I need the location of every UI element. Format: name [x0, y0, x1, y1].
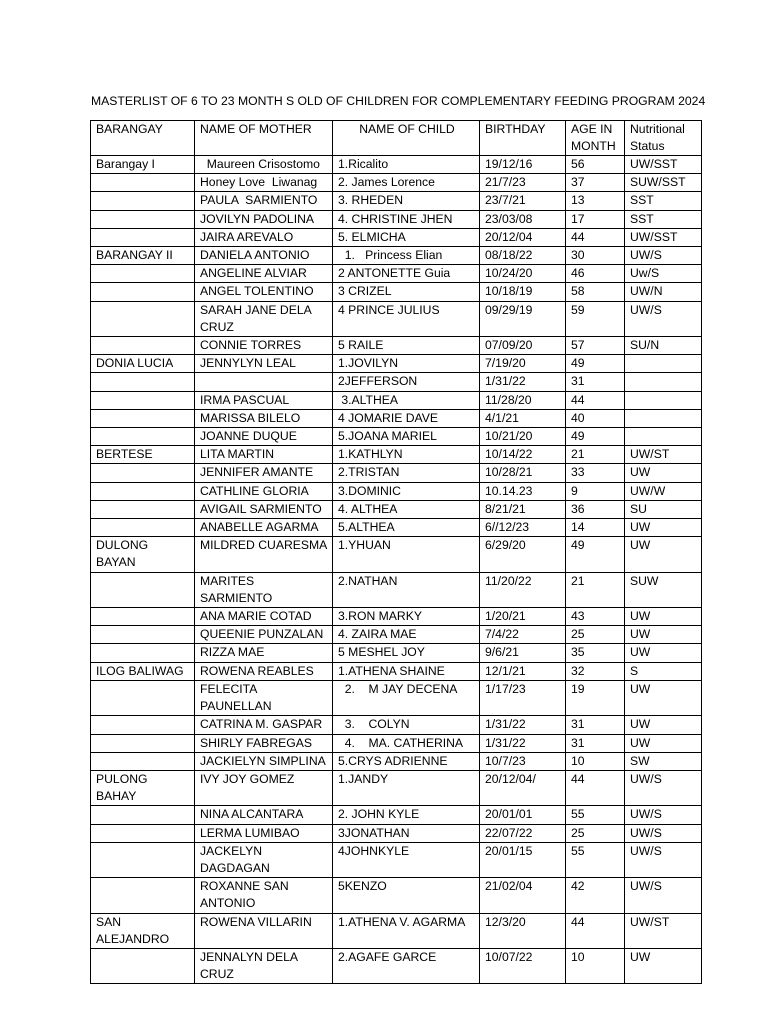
cell-child: 2.AGAFE GARCE — [333, 948, 480, 983]
cell-child: 5 RAILE — [333, 337, 480, 355]
cell-child: 5.JOANA MARIEL — [333, 428, 480, 446]
cell-child: 4. CHRISTINE JHEN — [333, 210, 480, 228]
cell-birthday: 10/21/20 — [480, 428, 566, 446]
cell-status — [625, 373, 702, 391]
cell-mother: AVIGAIL SARMIENTO — [195, 500, 333, 518]
cell-birthday: 7/4/22 — [480, 626, 566, 644]
cell-age: 55 — [566, 842, 625, 877]
cell-birthday: 4/1/21 — [480, 409, 566, 427]
cell-mother: ANA MARIE COTAD — [195, 608, 333, 626]
cell-child: 2JEFFERSON — [333, 373, 480, 391]
table-row — [91, 626, 702, 644]
cell-child: 5.CRYS ADRIENNE — [333, 752, 480, 770]
cell-mother: MARITES SARMIENTO — [195, 572, 333, 607]
cell-birthday: 12/3/20 — [480, 913, 566, 948]
cell-birthday: 1/31/22 — [480, 734, 566, 752]
cell-mother: JOVILYN PADOLINA — [195, 210, 333, 228]
cell-birthday: 10.14.23 — [480, 482, 566, 500]
cell-status: UW — [625, 537, 702, 572]
masterlist-table — [90, 120, 702, 984]
cell-barangay — [91, 174, 195, 192]
cell-mother: LERMA LUMIBAO — [195, 824, 333, 842]
table-row — [91, 283, 702, 301]
cell-age: 31 — [566, 373, 625, 391]
table-row — [91, 770, 702, 805]
header-row — [91, 121, 702, 156]
cell-status: UW/S — [625, 878, 702, 913]
cell-barangay — [91, 228, 195, 246]
cell-mother: SHIRLY FABREGAS — [195, 734, 333, 752]
header-mother: NAME OF MOTHER — [195, 121, 333, 156]
cell-child: 1.Ricalito — [333, 156, 480, 174]
table-row — [91, 913, 702, 948]
cell-birthday: 6//12/23 — [480, 519, 566, 537]
cell-age: 14 — [566, 519, 625, 537]
cell-child: 3.ALTHEA — [333, 391, 480, 409]
header-child: NAME OF CHILD — [333, 121, 480, 156]
header-barangay: BARANGAY — [91, 121, 195, 156]
cell-status: UW/S — [625, 824, 702, 842]
cell-age: 42 — [566, 878, 625, 913]
cell-age: 35 — [566, 644, 625, 662]
cell-status: UW/S — [625, 247, 702, 265]
cell-child: 2. James Lorence — [333, 174, 480, 192]
cell-child: 2.TRISTAN — [333, 464, 480, 482]
cell-child: 3. RHEDEN — [333, 192, 480, 210]
cell-status: UW — [625, 734, 702, 752]
cell-mother: ROWENA REABLES — [195, 662, 333, 680]
cell-age: 57 — [566, 337, 625, 355]
cell-barangay — [91, 948, 195, 983]
cell-mother: IVY JOY GOMEZ — [195, 770, 333, 805]
cell-mother: IRMA PASCUAL — [195, 391, 333, 409]
cell-child: 1.JOVILYN — [333, 355, 480, 373]
cell-birthday: 20/01/01 — [480, 806, 566, 824]
cell-birthday: 10/28/21 — [480, 464, 566, 482]
cell-child: 5.ALTHEA — [333, 519, 480, 537]
cell-birthday: 11/28/20 — [480, 391, 566, 409]
cell-status — [625, 409, 702, 427]
cell-age: 25 — [566, 626, 625, 644]
cell-barangay: BERTESE — [91, 446, 195, 464]
table-row — [91, 210, 702, 228]
header-birthday: BIRTHDAY — [480, 121, 566, 156]
table-row — [91, 174, 702, 192]
cell-barangay — [91, 626, 195, 644]
cell-status: UW/ST — [625, 913, 702, 948]
cell-child: 4 JOMARIE DAVE — [333, 409, 480, 427]
table-row — [91, 948, 702, 983]
table-row — [91, 734, 702, 752]
table-row — [91, 608, 702, 626]
table-row — [91, 355, 702, 373]
cell-status: S — [625, 662, 702, 680]
cell-age: 31 — [566, 734, 625, 752]
cell-barangay — [91, 464, 195, 482]
table-row — [91, 247, 702, 265]
cell-mother: CATRINA M. GASPAR — [195, 716, 333, 734]
table-row — [91, 644, 702, 662]
cell-mother: MILDRED CUARESMA — [195, 537, 333, 572]
cell-child: 3JONATHAN — [333, 824, 480, 842]
cell-barangay — [91, 192, 195, 210]
table-row — [91, 391, 702, 409]
cell-status: SUW/SST — [625, 174, 702, 192]
table-row — [91, 752, 702, 770]
cell-mother: JENNYLYN LEAL — [195, 355, 333, 373]
cell-mother: Maureen Crisostomo — [195, 156, 333, 174]
cell-birthday: 23/7/21 — [480, 192, 566, 210]
table-row — [91, 446, 702, 464]
table-row — [91, 192, 702, 210]
cell-child: 3. COLYN — [333, 716, 480, 734]
cell-birthday: 19/12/16 — [480, 156, 566, 174]
cell-child: 5. ELMICHA — [333, 228, 480, 246]
cell-mother: JACKIELYN SIMPLINA — [195, 752, 333, 770]
cell-mother: ANABELLE AGARMA — [195, 519, 333, 537]
cell-child: 4. MA. CATHERINA — [333, 734, 480, 752]
cell-child: 4 PRINCE JULIUS — [333, 301, 480, 336]
cell-barangay — [91, 716, 195, 734]
cell-barangay: DONIA LUCIA — [91, 355, 195, 373]
cell-barangay — [91, 572, 195, 607]
cell-barangay — [91, 283, 195, 301]
cell-status: UW/S — [625, 806, 702, 824]
cell-birthday: 20/01/15 — [480, 842, 566, 877]
cell-birthday: 9/6/21 — [480, 644, 566, 662]
cell-barangay — [91, 752, 195, 770]
cell-age: 44 — [566, 913, 625, 948]
cell-child: 1.YHUAN — [333, 537, 480, 572]
cell-age: 30 — [566, 247, 625, 265]
cell-mother: CATHLINE GLORIA — [195, 482, 333, 500]
cell-barangay: BARANGAY II — [91, 247, 195, 265]
cell-barangay: ILOG BALIWAG — [91, 662, 195, 680]
cell-status: UW — [625, 608, 702, 626]
cell-age: 59 — [566, 301, 625, 336]
cell-birthday: 1/17/23 — [480, 680, 566, 715]
cell-barangay — [91, 878, 195, 913]
table-row — [91, 337, 702, 355]
cell-mother: ANGEL TOLENTINO — [195, 283, 333, 301]
cell-age: 49 — [566, 428, 625, 446]
cell-status: UW/N — [625, 283, 702, 301]
cell-status: UW — [625, 519, 702, 537]
cell-status: UW/SST — [625, 156, 702, 174]
cell-age: 44 — [566, 770, 625, 805]
cell-status: UW — [625, 464, 702, 482]
cell-barangay — [91, 210, 195, 228]
cell-age: 40 — [566, 409, 625, 427]
cell-mother: LITA MARTIN — [195, 446, 333, 464]
cell-age: 43 — [566, 608, 625, 626]
cell-status: UW/S — [625, 301, 702, 336]
cell-age: 55 — [566, 806, 625, 824]
cell-birthday: 10/14/22 — [480, 446, 566, 464]
cell-status: UW — [625, 626, 702, 644]
cell-mother: ANGELINE ALVIAR — [195, 265, 333, 283]
table-row — [91, 301, 702, 336]
cell-birthday: 20/12/04/ — [480, 770, 566, 805]
cell-status: SU/N — [625, 337, 702, 355]
cell-barangay: PULONG BAHAY — [91, 770, 195, 805]
cell-age: 17 — [566, 210, 625, 228]
table-row — [91, 572, 702, 607]
cell-birthday: 11/20/22 — [480, 572, 566, 607]
cell-age: 49 — [566, 355, 625, 373]
cell-age: 44 — [566, 391, 625, 409]
table-row — [91, 519, 702, 537]
table-row — [91, 482, 702, 500]
cell-birthday: 6/29/20 — [480, 537, 566, 572]
table-row — [91, 373, 702, 391]
cell-child: 4. ALTHEA — [333, 500, 480, 518]
cell-status: Uw/S — [625, 265, 702, 283]
cell-barangay — [91, 519, 195, 537]
cell-child: 1.ATHENA V. AGARMA — [333, 913, 480, 948]
cell-mother: JOANNE DUQUE — [195, 428, 333, 446]
table-row — [91, 265, 702, 283]
cell-age: 44 — [566, 228, 625, 246]
cell-child: 3.DOMINIC — [333, 482, 480, 500]
table-row — [91, 878, 702, 913]
cell-age: 25 — [566, 824, 625, 842]
table-row — [91, 824, 702, 842]
cell-status: SU — [625, 500, 702, 518]
cell-barangay — [91, 644, 195, 662]
cell-birthday: 20/12/04 — [480, 228, 566, 246]
table-row — [91, 806, 702, 824]
cell-child: 2.NATHAN — [333, 572, 480, 607]
cell-child: 2. M JAY DECENA — [333, 680, 480, 715]
cell-mother: JAIRA AREVALO — [195, 228, 333, 246]
cell-age: 33 — [566, 464, 625, 482]
table-row — [91, 409, 702, 427]
cell-mother: PAULA SARMIENTO — [195, 192, 333, 210]
cell-status: SST — [625, 192, 702, 210]
cell-status: UW/ST — [625, 446, 702, 464]
cell-status: UW — [625, 644, 702, 662]
cell-birthday: 21/02/04 — [480, 878, 566, 913]
cell-barangay — [91, 842, 195, 877]
cell-barangay — [91, 428, 195, 446]
cell-mother: NINA ALCANTARA — [195, 806, 333, 824]
table-row — [91, 464, 702, 482]
table-row — [91, 500, 702, 518]
cell-barangay — [91, 373, 195, 391]
cell-age: 31 — [566, 716, 625, 734]
cell-mother: CONNIE TORRES — [195, 337, 333, 355]
cell-age: 21 — [566, 446, 625, 464]
cell-child: 2 ANTONETTE Guia — [333, 265, 480, 283]
cell-barangay — [91, 301, 195, 336]
cell-child: 1. Princess Elian — [333, 247, 480, 265]
cell-mother: DANIELA ANTONIO — [195, 247, 333, 265]
header-status: Nutritional Status — [625, 121, 702, 156]
cell-status: UW — [625, 680, 702, 715]
cell-mother: ROWENA VILLARIN — [195, 913, 333, 948]
cell-status: SUW — [625, 572, 702, 607]
cell-age: 58 — [566, 283, 625, 301]
cell-child: 1.ATHENA SHAINE — [333, 662, 480, 680]
cell-status: UW — [625, 716, 702, 734]
cell-age: 37 — [566, 174, 625, 192]
cell-mother: QUEENIE PUNZALAN — [195, 626, 333, 644]
table-row — [91, 662, 702, 680]
cell-child: 3.RON MARKY — [333, 608, 480, 626]
cell-birthday: 1/20/21 — [480, 608, 566, 626]
cell-child: 1.KATHLYN — [333, 446, 480, 464]
cell-barangay — [91, 482, 195, 500]
cell-birthday: 07/09/20 — [480, 337, 566, 355]
cell-age: 56 — [566, 156, 625, 174]
cell-age: 49 — [566, 537, 625, 572]
cell-barangay — [91, 391, 195, 409]
cell-age: 9 — [566, 482, 625, 500]
cell-barangay: Barangay I — [91, 156, 195, 174]
cell-barangay — [91, 337, 195, 355]
cell-status: UW/S — [625, 842, 702, 877]
table-row — [91, 716, 702, 734]
cell-mother: ROXANNE SAN ANTONIO — [195, 878, 333, 913]
cell-age: 36 — [566, 500, 625, 518]
cell-mother: SARAH JANE DELA CRUZ — [195, 301, 333, 336]
cell-birthday: 7/19/20 — [480, 355, 566, 373]
table-row — [91, 537, 702, 572]
cell-age: 10 — [566, 752, 625, 770]
cell-age: 10 — [566, 948, 625, 983]
cell-child: 1.JANDY — [333, 770, 480, 805]
cell-barangay: SAN ALEJANDRO — [91, 913, 195, 948]
cell-birthday: 09/29/19 — [480, 301, 566, 336]
table-row — [91, 842, 702, 877]
cell-barangay — [91, 500, 195, 518]
cell-child: 2. JOHN KYLE — [333, 806, 480, 824]
cell-barangay — [91, 608, 195, 626]
header-age: AGE IN MONTH — [566, 121, 625, 156]
cell-age: 13 — [566, 192, 625, 210]
cell-mother — [195, 373, 333, 391]
cell-birthday: 10/18/19 — [480, 283, 566, 301]
table-row — [91, 156, 702, 174]
cell-status — [625, 428, 702, 446]
cell-mother: JACKELYN DAGDAGAN — [195, 842, 333, 877]
cell-child: 4JOHNKYLE — [333, 842, 480, 877]
cell-child: 5KENZO — [333, 878, 480, 913]
cell-mother: FELECITA PAUNELLAN — [195, 680, 333, 715]
cell-birthday: 8/21/21 — [480, 500, 566, 518]
cell-age: 46 — [566, 265, 625, 283]
cell-status: UW/S — [625, 770, 702, 805]
cell-barangay — [91, 680, 195, 715]
cell-barangay — [91, 734, 195, 752]
cell-barangay — [91, 265, 195, 283]
cell-status: SW — [625, 752, 702, 770]
cell-age: 19 — [566, 680, 625, 715]
cell-birthday: 08/18/22 — [480, 247, 566, 265]
table-row — [91, 680, 702, 715]
cell-mother: Honey Love Liwanag — [195, 174, 333, 192]
cell-barangay: DULONG BAYAN — [91, 537, 195, 572]
cell-status: UW/W — [625, 482, 702, 500]
cell-mother: RIZZA MAE — [195, 644, 333, 662]
cell-birthday: 23/03/08 — [480, 210, 566, 228]
cell-status — [625, 355, 702, 373]
cell-status — [625, 391, 702, 409]
cell-barangay — [91, 409, 195, 427]
cell-mother: JENNALYN DELA CRUZ — [195, 948, 333, 983]
cell-mother: MARISSA BILELO — [195, 409, 333, 427]
cell-birthday: 1/31/22 — [480, 716, 566, 734]
cell-birthday: 21/7/23 — [480, 174, 566, 192]
cell-child: 3 CRIZEL — [333, 283, 480, 301]
cell-status: UW — [625, 948, 702, 983]
cell-child: 5 MESHEL JOY — [333, 644, 480, 662]
cell-birthday: 10/7/23 — [480, 752, 566, 770]
cell-barangay — [91, 824, 195, 842]
cell-birthday: 10/24/20 — [480, 265, 566, 283]
page-title: MASTERLIST OF 6 TO 23 MONTH S OLD OF CHILDREN FOR COMPLEMENTARY FEEDING PROGRAM 2024 — [91, 94, 706, 108]
table-row — [91, 228, 702, 246]
cell-birthday: 1/31/22 — [480, 373, 566, 391]
cell-birthday: 10/07/22 — [480, 948, 566, 983]
cell-birthday: 22/07/22 — [480, 824, 566, 842]
cell-mother: JENNIFER AMANTE — [195, 464, 333, 482]
cell-barangay — [91, 806, 195, 824]
cell-birthday: 12/1/21 — [480, 662, 566, 680]
table-row — [91, 428, 702, 446]
cell-age: 21 — [566, 572, 625, 607]
cell-status: UW/SST — [625, 228, 702, 246]
cell-child: 4. ZAIRA MAE — [333, 626, 480, 644]
cell-status: SST — [625, 210, 702, 228]
cell-age: 32 — [566, 662, 625, 680]
